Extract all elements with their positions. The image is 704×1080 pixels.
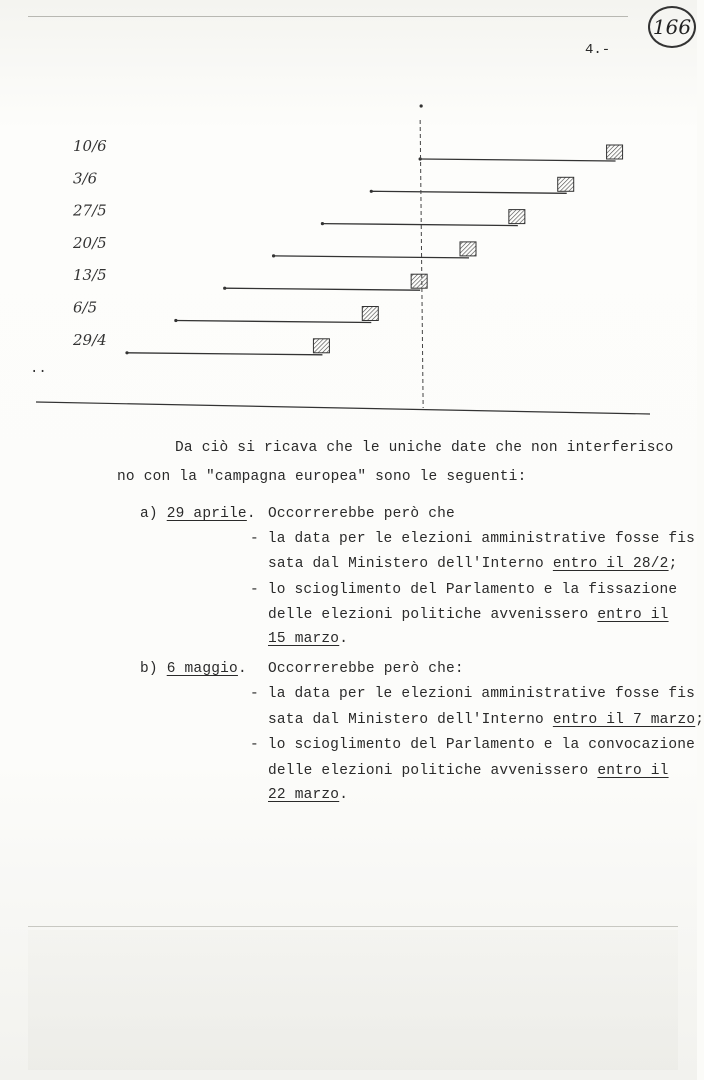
row-bar-start [272,254,275,257]
stray-mark: .. [30,361,47,377]
row-label: 29/4 [73,330,107,349]
option-b-deadline-1: entro il 7 marzo [552,712,696,728]
row-end-marker [607,145,623,159]
row-end-marker [509,210,525,224]
option-b-date: 6 maggio [166,661,238,677]
intro-line-1: Da ciò si ricava che le uniche date che non interferisco [175,440,674,456]
option-b-line-5-end: . [339,787,349,803]
row-end-marker [362,307,378,321]
row-bar-start [370,190,373,193]
bottom-edge-line [28,926,678,927]
row-bar [127,353,322,355]
row-bar [322,224,517,226]
scan-shadow [28,930,678,1070]
option-b-date-period: . [237,661,247,677]
option-b-line-2 [268,712,704,728]
row-end-marker [411,274,427,288]
row-bar-start [321,222,324,225]
page-marker: 4.- [585,42,611,58]
row-label: 3/6 [73,169,98,188]
option-a-header [140,506,256,522]
circled-page-number: 166 [648,6,696,48]
option-b-line-2-end: ; [695,712,704,728]
row-end-marker [558,177,574,191]
option-b-deadline-2: 22 marzo [268,787,340,803]
row-bar-start [174,319,177,322]
row-label: 13/5 [73,266,107,285]
row-end-marker [313,339,329,353]
option-b-prefix: b) [140,661,167,677]
option-a-date: 29 aprile [166,506,247,522]
option-b-line-2-text: sata dal Ministero dell'Interno [268,712,553,728]
row-end-marker [460,242,476,256]
option-b-line-3: - lo scioglimento del Parlamento e la convocazione [250,737,696,753]
row-label: 6/5 [73,298,98,317]
row-label: 20/5 [73,233,107,252]
chart-baseline [36,402,650,414]
option-a-line-2-text: sata dal Ministero dell'Interno [268,556,553,572]
option-b-line-4 [268,763,669,779]
date-chart [0,0,697,420]
option-a-line-5 [268,631,348,647]
option-a-date-period: . [246,506,256,522]
option-a-line-2 [268,556,677,572]
option-a-line-4-text: delle elezioni politiche avvenissero [268,607,598,623]
option-a-entro: entro il [597,607,669,623]
intro-line-2: no con la "campagna europea" sono le seguenti: [117,469,527,485]
row-bar [176,321,371,323]
option-b-header [140,661,247,677]
option-a-line-2-end: ; [668,556,678,572]
option-a-deadline-2: 15 marzo [268,631,340,647]
option-b-line-1: - la data per le elezioni amministrative fosse fis [250,686,696,702]
row-bar [225,288,420,290]
option-a-prefix: a) [140,506,167,522]
row-label: 10/6 [73,137,107,155]
row-bar-start [125,351,128,354]
row-bar [371,191,566,193]
option-a-line-3: - lo scioglimento del Parlamento e la fissazione [250,582,678,598]
option-a-line-1: - la data per le elezioni amministrative fosse fis [250,531,696,547]
option-a-line-5-end: . [339,631,349,647]
row-bar-start [223,287,226,290]
option-a-lead: Occorrerebbe però che [268,506,455,522]
row-bar [420,159,615,161]
option-a-deadline-1: entro il 28/2 [552,556,669,572]
option-b-line-5 [268,787,348,803]
option-b-entro: entro il [597,763,669,779]
option-b-line-4-text: delle elezioni politiche avvenissero [268,763,598,779]
divider-dot [420,104,423,107]
row-bar [274,256,469,258]
option-b-lead: Occorrerebbe però che: [268,661,464,677]
row-label: 27/5 [73,201,107,220]
divider-line [420,120,423,408]
option-a-line-4 [268,607,669,623]
